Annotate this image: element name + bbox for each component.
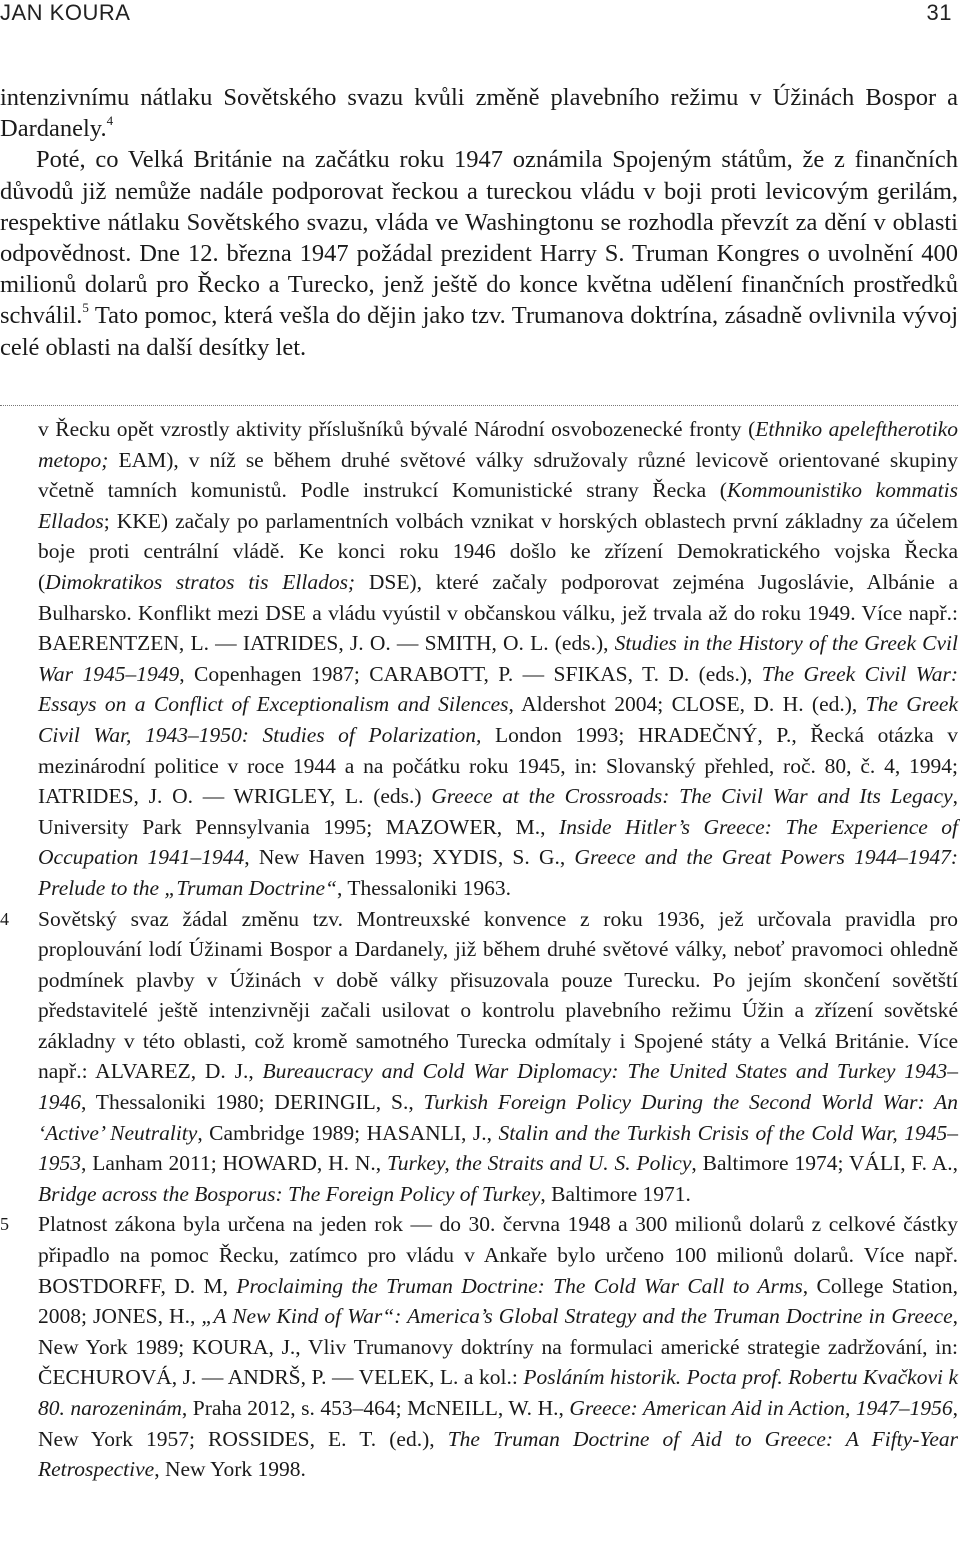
main-text	[0, 82, 958, 363]
paragraph-2	[0, 144, 958, 362]
footnote-number: 4	[0, 908, 9, 929]
footnote-text: ; KKE) začaly po parlamentních volbách vznikat v horských oblastech první základny za účelem boje proti centrální vládě. Ke konci roku 1946 došlo ke zřízení Demokratického vojska Řecka (	[38, 508, 958, 594]
footnotes	[0, 414, 958, 1485]
footnote-italic: Bridge across the Bosporus: The Foreign Policy of Turkey	[38, 1181, 541, 1206]
footnote-italic: Greece and the Great Powers 1944–1947: Prelude to the „Truman Doctrine“	[38, 845, 958, 900]
footnote-italic: Stalin and the Turkish Crisis of the Cold War, 1945–1953	[38, 1120, 958, 1176]
footnote-ref-5[interactable]: 5	[82, 300, 89, 316]
footnote-italic: Bureaucracy and Cold War Diplomacy: The United States and Turkey 1943–1946	[38, 1059, 958, 1115]
footnote-italic: The Truman Doctrine of Aid to Greece: A Fifty-Year Retrospective	[38, 1426, 958, 1482]
footnote-text: , Lanham 2011; HOWARD, H. N.,	[81, 1151, 387, 1176]
footnote-ref-4[interactable]: 4	[106, 113, 114, 129]
footnote-text: , University Park Pennsylvania 1995; MAZOWER, M.,	[38, 784, 959, 839]
footnote-text: DSE), které začaly podporovat zejména Jugoslávie, Albánie a Bulharsko. Konflikt mezi DSE a vládu vyústil v občanskou válku, jež trvala až do roku 1949. Více např.: BAERENTZEN, L. — IATRIDES, J. O. — SMITH, O. L. (eds.),	[38, 569, 958, 656]
footnote-text: , Thessaloniki 1963.	[337, 875, 511, 900]
footnote-text: Platnost zákona byla určena na jeden rok — do 30. června 1948 a 300 milionů dolarů z celkové částky připadlo na pomoc Řecku, zatímco pro vládu v Ankaře bylo určeno 100 milionů dolarů. Více např. BOSTDORFF, D. M,	[38, 1212, 958, 1298]
footnote-text: , Baltimore 1974; VÁLI, F. A.,	[691, 1151, 958, 1176]
footnote-continued	[0, 414, 958, 904]
footnote-text: , Aldershot 2004; CLOSE, D. H. (ed.),	[508, 692, 866, 717]
page-number: 31	[926, 0, 952, 25]
footnote-text: v Řecku opět vzrostly aktivity příslušníků bývalé Národní osvobozenecké fronty (	[38, 417, 756, 441]
footnote-italic: The Greek Civil War, 1943–1950: Studies of Polarization,	[38, 692, 958, 747]
footnote-italic: Turkish Foreign Policy During the Second World War: An ‘Active’ Neutrality	[38, 1090, 958, 1145]
footnote-4	[0, 904, 958, 1210]
footnote-text: , College Station, 2008; JONES, H.,	[38, 1273, 959, 1329]
footnote-italic: Dimokratikos stratos tis Ellados;	[45, 569, 356, 594]
running-header-author: JAN KOURA	[0, 0, 131, 25]
footnote-text: , Cambridge 1989; HASANLI, J.,	[197, 1120, 499, 1145]
footnote-text: , New Haven 1993; XYDIS, S. G.,	[244, 845, 575, 870]
footnote-separator	[0, 405, 958, 406]
footnote-number: 5	[0, 1214, 9, 1235]
footnote-italic: Greece: American Aid in Action, 1947–1956	[569, 1396, 953, 1420]
footnote-italic: Posláním historik. Pocta prof. Robertu Kvačkovi k 80. narozeninám	[38, 1365, 959, 1420]
footnote-italic: Inside Hitler’s Greece: The Experience of Occupation 1941–1944	[38, 814, 958, 870]
paragraph-text: intenzivnímu nátlaku Sovětského svazu kvůli změně plavebního režimu v Úžinách Bospor a Dardanely.	[0, 84, 958, 143]
footnote-italic: Proclaiming the Truman Doctrine: The Cold War Call to Arms	[236, 1273, 803, 1298]
footnote-italic: „A New Kind of War“: America’s Global Strategy and the Truman Doctrine in Greece	[201, 1304, 953, 1329]
footnote-italic: Studies in the History of the Greek Cvil War 1945–1949	[38, 631, 959, 686]
paragraph-1	[0, 82, 958, 144]
footnote-text: , Baltimore 1971.	[540, 1181, 691, 1206]
paragraph-text: Poté, co Velká Británie na začátku roku 1947 oznámila Spojeným státům, že z finančních důvodů již nemůže nadále podporovat řeckou a tureckou vládu v boji proti levicovým gerilám, respektive nátlaku Sovětského svazu, vláda ve Washingtonu se rozhodla převzít za dění v oblasti odpovědnost. Dne 12. března 1947 požádal prezident Harry S. Truman Kongres o uvolnění 400 milionů dolarů pro Řecko a Turecko, jenž ještě do konce května udělení finančních prostředků schválil.	[0, 146, 958, 330]
footnote-text: , New York 1989; KOURA, J., Vliv Trumanovy doktríny na formulaci americké strategie zadržování, in: ČECHUROVÁ, J. — ANDRŠ, P. — VELEK, L. a kol.:	[38, 1304, 958, 1390]
footnote-text: London 1993; HRADEČNÝ, P., Řecká otázka v mezinárodní politice v roce 1944 a na počátku roku 1945, in: Slovanský přehled, roč. 80, č. 4, 1994; IATRIDES, J. O. — WRIGLEY, L. (eds.)	[38, 722, 958, 809]
running-header	[0, 0, 960, 30]
footnote-text: , Copenhagen 1987; CARABOTT, P. — SFIKAS, T. D. (eds.),	[179, 661, 762, 686]
footnote-5	[0, 1209, 958, 1484]
footnote-text: , Praha 2012, s. 453–464; McNEILL, W. H.,	[181, 1396, 570, 1420]
footnote-text: , Thessaloniki 1980; DERINGIL, S.,	[81, 1090, 424, 1115]
footnote-text: EAM), v níž se během druhé světové války sdružovaly různé levicově orientované skupiny včetně tamních komunistů. Podle instrukcí Komunistické strany Řecka (	[38, 447, 958, 503]
footnote-text: , New York 1998.	[154, 1457, 306, 1482]
footnote-text: Sovětský svaz žádal změnu tzv. Montreuxské konvence z roku 1936, jež určovala pravidla pro proplouvání lodí Úžinami Bospor a Dardanely, již během druhé světové války, neboť pravomoci ohledně podmínek plavby v Úžinách v době války přisuzovala pouze Turecku. Po jejím skončení sovětští představitelé ještě intenzivněji začali usilovat o kontrolu plavebního režimu Úžin a zřízení sovětské základny v této oblasti, což kromě samotného Turecka odmítaly i Spojené státy a Velká Británie. Více např.: ALVAREZ, D. J.,	[38, 906, 958, 1084]
paragraph-text: Tato pomoc, která vešla do dějin jako tzv. Trumanova doktrína, zásadně ovlivnila vývoj celé oblasti na další desítky let.	[0, 302, 958, 361]
footnote-italic: The Greek Civil War: Essays on a Conflict of Exceptionalism and Silences	[38, 661, 958, 717]
footnote-italic: Greece at the Crossroads: The Civil War and Its Legacy	[431, 784, 953, 809]
footnote-italic: Kommounistiko kommatis Ellados	[38, 478, 958, 533]
footnote-text: , New York 1957; ROSSIDES, E. T. (ed.),	[38, 1396, 958, 1451]
footnote-italic: Turkey, the Straits and U. S. Policy	[386, 1151, 692, 1176]
footnote-italic: Ethniko apeleftherotiko metopo;	[38, 417, 958, 472]
